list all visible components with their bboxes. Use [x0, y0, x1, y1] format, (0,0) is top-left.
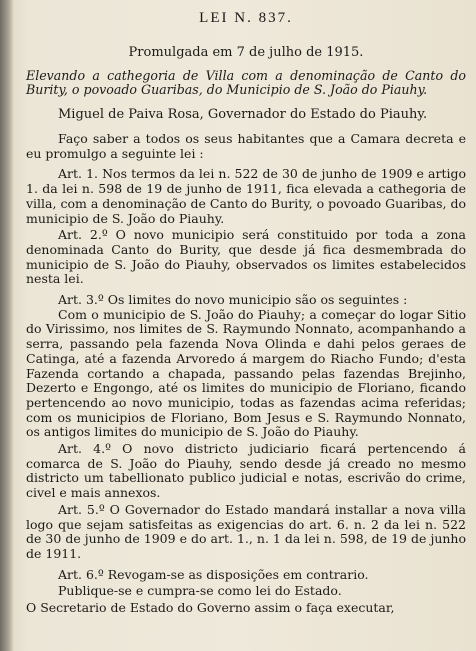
law-title: LEI N. 837.	[199, 10, 293, 26]
article-5: Art. 5.º O Governador do Estado mandará installar a nova villa logo que sejam satisfeitas as exigencias do art. 6. n. 2 da lei n. 522 de 30 de junho de 1909 e do art. 1., n. 1 da lei n. 598, de 19 de junho de 1911.	[26, 501, 466, 561]
article-1: Art. 1. Nos termos da lei n. 522 de 30 de junho de 1909 e artigo 1. da lei n. 598 de 19 de junho de 1911, fica elevada a cathegoria de villa, com a denominação de Canto do Burity, o povoado Guaribas, do municipio de S. João do Piauhy.	[26, 166, 466, 226]
decree-preamble: Faço saber a todos os seus habitantes que a Camara decreta e eu promulgo a seguinte lei :	[26, 131, 466, 161]
book-spine-shadow	[0, 0, 14, 651]
publication-clause: Publique-se e cumpra-se como lei do Estado.	[58, 583, 342, 599]
article-3: Art. 3.º Os limites do novo municipio são os seguintes :	[58, 292, 408, 308]
article-2: Art. 2.º O novo municipio será constituido por toda a zona denominada Canto do Burity, que desde já fica desmembrada do municipio de S. João do Piauhy, observados os limites estabelecidos nesta lei.	[26, 227, 466, 287]
promulgation-date: Promulgada em 7 de julho de 1915.	[128, 45, 364, 60]
article-4: Art. 4.º O novo districto judiciario ficará pertencendo á comarca de S. João do Piauhy, sendo desde já creado no mesmo districto um tabellionato publico judicial e notas, escrivão do crime, civel e mais annexos.	[26, 441, 466, 501]
article-6: Art. 6.º Revogam-se as disposições em contrario.	[58, 566, 369, 582]
governor-line: Miguel de Paiva Rosa, Governador do Estado do Piauhy.	[58, 107, 428, 122]
law-summary: Elevando a cathegoria de Villa com a denominação de Canto do Burity, o povoado Guaribas, do Municipio de S. João do Piauhy.	[26, 68, 466, 97]
article-3-limits: Com o municipio de S. João do Piauhy; a começar do logar Sitio do Virissimo, nos limites de S. Raymundo Nonnato, acompanhando a serra, passando pela fazenda Nova Olinda e dahi pelos geraes de Catinga, até a fazenda Arvoredo á margem do Riacho Fundo; d'esta Fazenda cortando a chapada, passando pelas fazendas Brejinho, Dezerto e Engongo, até os limites do municipio de Floriano, ficando pertencendo ao novo municipio, todas as fazendas acima referidas; com os municipios de Floriano, Bom Jesus e S. Raymundo Nonnato, os antigos limites do municipio de S. João do Piauhy.	[26, 306, 466, 440]
execution-clause: O Secretario de Estado do Governo assim o faça executar,	[26, 600, 395, 616]
